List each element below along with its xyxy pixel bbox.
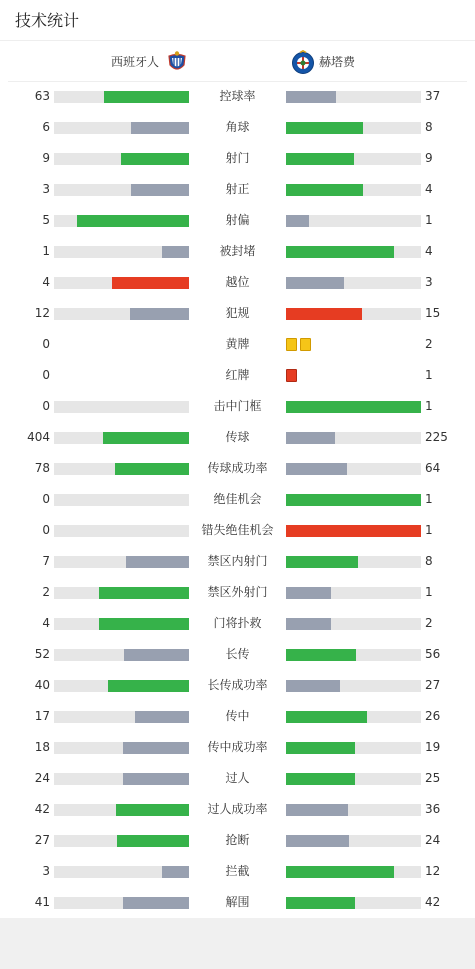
stat-label: 长传成功率 [207, 678, 268, 692]
away-value: 15 [425, 306, 441, 320]
away-value: 24 [425, 833, 441, 847]
stat-label: 角球 [225, 120, 250, 134]
away-bar-track [286, 401, 421, 413]
stat-label: 错失绝佳机会 [201, 523, 274, 537]
home-bar-track [54, 835, 189, 847]
stat-label: 过人 [225, 771, 250, 785]
stat-row [0, 701, 475, 732]
home-bar-track [54, 91, 189, 103]
home-value: 3 [42, 182, 50, 196]
stat-row [0, 732, 475, 763]
away-value: 2 [425, 616, 433, 630]
away-bar-track [286, 153, 421, 165]
stat-row [0, 515, 475, 546]
away-value: 27 [425, 678, 441, 692]
away-bar-track [286, 432, 421, 444]
getafe-crest-icon [291, 50, 315, 74]
home-bar [126, 556, 189, 568]
stat-row [0, 267, 475, 298]
stat-row [0, 639, 475, 670]
away-bar-track [286, 184, 421, 196]
away-value: 56 [425, 647, 441, 661]
away-team-name: 赫塔费 [319, 55, 356, 69]
away-bar [286, 525, 421, 537]
stat-label: 过人成功率 [207, 802, 268, 816]
stat-label: 黄牌 [225, 337, 250, 351]
stat-row [0, 329, 475, 360]
stat-row [0, 391, 475, 422]
home-value: 27 [34, 833, 50, 847]
away-bar [286, 122, 363, 134]
home-bar-track [54, 618, 189, 630]
away-bar-track [286, 680, 421, 692]
away-bar [286, 277, 344, 289]
away-value: 3 [425, 275, 433, 289]
home-bar-track [54, 525, 189, 537]
stat-label: 门将扑救 [213, 616, 262, 630]
stat-row [0, 298, 475, 329]
home-bar [124, 649, 189, 661]
home-bar [135, 711, 189, 723]
away-value: 1 [425, 399, 433, 413]
home-bar [115, 463, 189, 475]
stat-label: 绝佳机会 [213, 492, 262, 506]
away-bar [286, 432, 335, 444]
away-bar [286, 649, 356, 661]
stat-row [0, 856, 475, 887]
home-bar [131, 122, 189, 134]
home-bar [130, 308, 189, 320]
stat-row [0, 205, 475, 236]
home-bar [162, 866, 189, 878]
home-bar [103, 432, 189, 444]
stat-row [0, 484, 475, 515]
away-value: 19 [425, 740, 441, 754]
away-bar [286, 742, 355, 754]
away-bar-track [286, 835, 421, 847]
stat-label: 传球 [225, 430, 250, 444]
away-bar-track [286, 277, 421, 289]
home-bar [112, 277, 189, 289]
home-value: 6 [42, 120, 50, 134]
home-bar-track [54, 432, 189, 444]
stat-row [0, 825, 475, 856]
stat-row [0, 794, 475, 825]
home-value: 404 [27, 430, 50, 444]
away-value: 12 [425, 864, 441, 878]
home-value: 4 [42, 275, 50, 289]
away-bar-track [286, 215, 421, 227]
away-value: 2 [425, 337, 433, 351]
away-bar [286, 897, 355, 909]
home-value: 0 [42, 492, 50, 506]
home-bar-track [54, 463, 189, 475]
away-value: 1 [425, 585, 433, 599]
stat-label: 犯规 [225, 306, 250, 320]
home-value: 40 [34, 678, 50, 692]
away-bar-track [286, 742, 421, 754]
away-bar [286, 494, 421, 506]
home-bar-track [54, 711, 189, 723]
away-bar-track [286, 494, 421, 506]
home-value: 63 [34, 89, 50, 103]
home-value: 18 [34, 740, 50, 754]
home-value: 3 [42, 864, 50, 878]
home-value: 41 [34, 895, 50, 909]
home-bar [131, 184, 189, 196]
stat-label: 越位 [225, 275, 250, 289]
away-bar-track [286, 804, 421, 816]
away-value: 8 [425, 554, 433, 568]
home-bar [99, 618, 189, 630]
espanyol-crest-icon [165, 50, 189, 74]
away-bar-track [286, 649, 421, 661]
away-bar [286, 866, 394, 878]
stat-label: 禁区外射门 [207, 585, 268, 599]
home-value: 2 [42, 585, 50, 599]
stat-label: 射门 [225, 151, 250, 165]
home-bar-track [54, 804, 189, 816]
away-bar [286, 246, 394, 258]
divider [0, 40, 475, 41]
home-value: 7 [42, 554, 50, 568]
home-value: 0 [42, 368, 50, 382]
home-bar-track [54, 215, 189, 227]
home-bar [117, 835, 189, 847]
away-bar [286, 773, 355, 785]
stat-label: 射正 [225, 182, 250, 196]
stat-label: 射偏 [225, 213, 250, 227]
home-bar [116, 804, 189, 816]
home-team[interactable] [111, 50, 189, 74]
stat-row [0, 143, 475, 174]
stat-row [0, 763, 475, 794]
away-bar-track [286, 308, 421, 320]
home-bar-track [54, 184, 189, 196]
away-bar-track [286, 587, 421, 599]
home-value: 1 [42, 244, 50, 258]
home-bar [123, 897, 189, 909]
away-cards [286, 338, 311, 351]
home-bar-track [54, 494, 189, 506]
home-bar-track [54, 680, 189, 692]
away-bar [286, 401, 421, 413]
away-bar [286, 680, 340, 692]
away-value: 42 [425, 895, 441, 909]
stat-row [0, 670, 475, 701]
away-value: 36 [425, 802, 441, 816]
yellow-card-icon [286, 338, 297, 351]
away-bar [286, 463, 347, 475]
home-bar-track [54, 277, 189, 289]
stat-label: 拦截 [225, 864, 250, 878]
stat-row [0, 608, 475, 639]
home-bar [77, 215, 189, 227]
home-bar-track [54, 556, 189, 568]
stat-label: 抢断 [225, 833, 250, 847]
away-bar [286, 835, 349, 847]
away-value: 4 [425, 244, 433, 258]
home-team-name: 西班牙人 [110, 55, 159, 69]
stat-row [0, 577, 475, 608]
home-bar-track [54, 742, 189, 754]
stat-row [0, 453, 475, 484]
home-bar-track [54, 866, 189, 878]
away-team[interactable] [291, 50, 355, 74]
away-bar [286, 184, 363, 196]
away-bar [286, 153, 354, 165]
stat-row [0, 112, 475, 143]
away-value: 1 [425, 492, 433, 506]
away-value: 8 [425, 120, 433, 134]
stat-label: 传中成功率 [207, 740, 268, 754]
red-card-icon [286, 369, 297, 382]
stat-row [0, 236, 475, 267]
away-bar-track [286, 463, 421, 475]
home-bar [99, 587, 189, 599]
home-value: 0 [42, 523, 50, 537]
home-bar [123, 742, 189, 754]
stat-label: 红牌 [225, 368, 250, 382]
away-value: 9 [425, 151, 433, 165]
away-bar [286, 587, 331, 599]
stat-row [0, 887, 475, 918]
stats-list [0, 81, 475, 918]
away-value: 225 [425, 430, 448, 444]
stat-label: 击中门框 [213, 399, 262, 413]
away-value: 64 [425, 461, 441, 475]
away-bar-track [286, 866, 421, 878]
stat-label: 禁区内射门 [207, 554, 268, 568]
away-bar [286, 308, 362, 320]
stat-label: 传球成功率 [207, 461, 268, 475]
away-bar-track [286, 711, 421, 723]
away-bar-track [286, 773, 421, 785]
yellow-card-icon [300, 338, 311, 351]
home-bar-track [54, 246, 189, 258]
away-bar-track [286, 91, 421, 103]
away-bar-track [286, 556, 421, 568]
home-bar-track [54, 587, 189, 599]
stat-row [0, 546, 475, 577]
stat-label: 传中 [225, 709, 250, 723]
away-value: 1 [425, 368, 433, 382]
stat-row [0, 422, 475, 453]
away-bar [286, 711, 367, 723]
home-value: 5 [42, 213, 50, 227]
away-bar [286, 556, 358, 568]
home-value: 12 [34, 306, 50, 320]
home-value: 42 [34, 802, 50, 816]
away-bar [286, 618, 331, 630]
home-bar-track [54, 649, 189, 661]
away-bar [286, 91, 336, 103]
home-value: 78 [34, 461, 50, 475]
away-value: 1 [425, 523, 433, 537]
away-bar-track [286, 897, 421, 909]
away-bar-track [286, 525, 421, 537]
home-bar-track [54, 897, 189, 909]
stat-label: 被封堵 [219, 244, 256, 258]
stat-label: 解围 [225, 895, 250, 909]
away-value: 25 [425, 771, 441, 785]
home-bar [123, 773, 189, 785]
home-value: 52 [34, 647, 50, 661]
stat-row [0, 174, 475, 205]
teams-header [0, 47, 475, 77]
home-bar-track [54, 122, 189, 134]
home-value: 4 [42, 616, 50, 630]
home-bar-track [54, 308, 189, 320]
home-value: 17 [34, 709, 50, 723]
home-bar [104, 91, 189, 103]
home-bar [162, 246, 189, 258]
away-bar-track [286, 246, 421, 258]
away-value: 1 [425, 213, 433, 227]
home-bar [108, 680, 189, 692]
away-value: 4 [425, 182, 433, 196]
stat-label: 长传 [225, 647, 250, 661]
away-cards [286, 369, 297, 382]
away-bar-track [286, 122, 421, 134]
page-title: 技术统计 [15, 11, 80, 30]
away-value: 26 [425, 709, 441, 723]
stat-label: 控球率 [219, 89, 256, 103]
home-bar-track [54, 401, 189, 413]
stat-row [0, 81, 475, 112]
away-bar [286, 804, 348, 816]
away-bar [286, 215, 309, 227]
stat-row [0, 360, 475, 391]
away-bar-track [286, 618, 421, 630]
home-bar-track [54, 153, 189, 165]
home-bar [121, 153, 189, 165]
away-value: 37 [425, 89, 441, 103]
home-value: 9 [42, 151, 50, 165]
home-value: 0 [42, 337, 50, 351]
home-value: 24 [34, 771, 50, 785]
home-value: 0 [42, 399, 50, 413]
home-bar-track [54, 773, 189, 785]
